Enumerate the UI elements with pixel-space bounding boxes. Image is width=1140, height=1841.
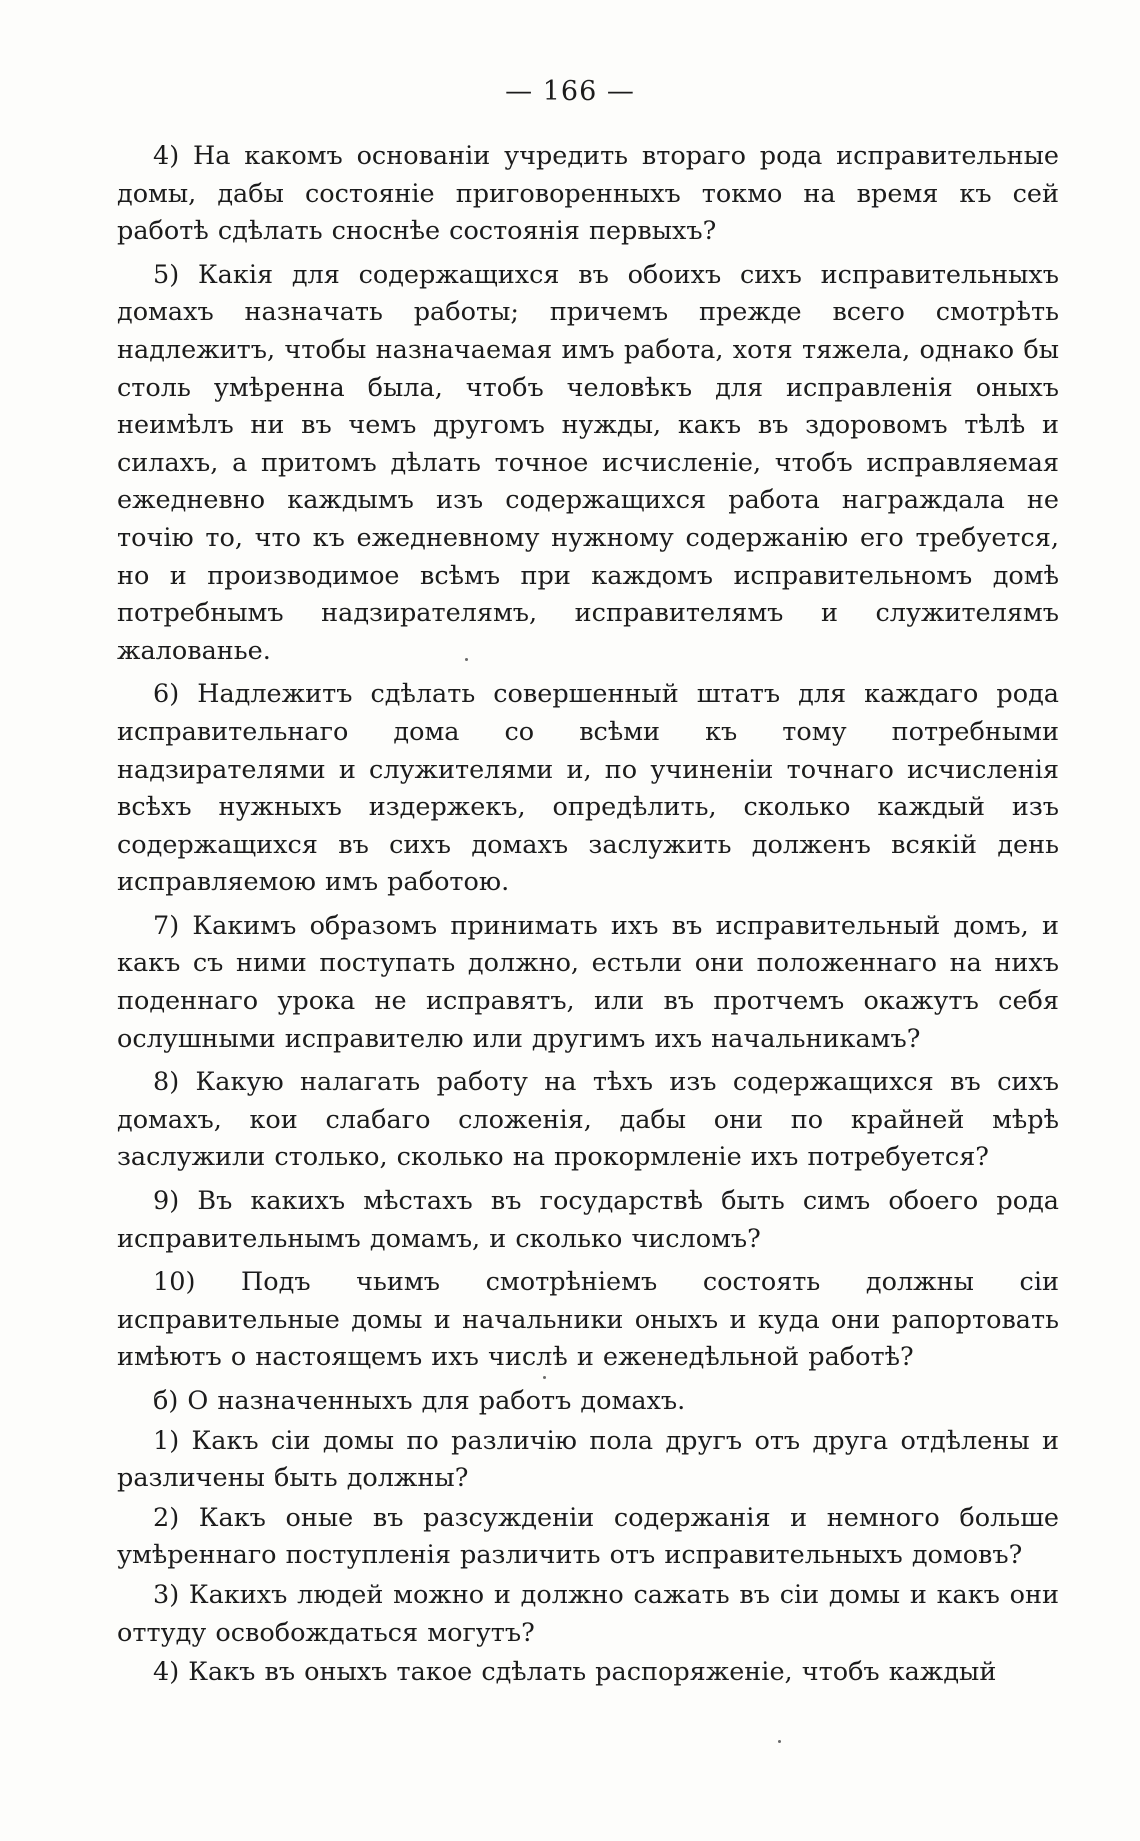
paragraph-item-1-b: 1) Какъ сіи домы по различію пола другъ отъ друга отдѣлены и различены быть должны?: [117, 1425, 1059, 1494]
paragraph-item-4-a: 4) На какомъ основаніи учредить втораго рода исправительные домы, дабы состояніе приговоренныхъ токмо на время къ сей работѣ сдѣлать сноснѣе состоянія первыхъ?: [117, 141, 1059, 247]
paragraph-item-4-b: 4) Какъ въ оныхъ такое сдѣлать распоряженіе, чтобъ каждый: [153, 1657, 997, 1688]
page-number: — 166 —: [505, 76, 635, 107]
paragraph-item-2-b: 2) Какъ оные въ разсужденіи содержанія и немного больше умѣреннаго поступленія различить отъ исправительныхъ домовъ?: [117, 1502, 1059, 1571]
section-heading-b: б) О назначенныхъ для работъ домахъ.: [153, 1386, 686, 1416]
paragraph-item-5-a: 5) Какія для содержащихся въ обоихъ сихъ исправительныхъ домахъ назначать работы; причемъ прежде всего смотрѣть надлежитъ, чтобы назначаемая имъ работа, хотя тяжела, однако бы столь умѣренна была, чтобъ человѣкъ для исправленія оныхъ неимѣлъ ни въ чемъ другомъ нужды, какъ въ здоровомъ тѣлѣ и силахъ, а притомъ дѣлать точное исчисленіе, чтобъ исправляемая ежедневно каждымъ изъ содержащихся работа награждала не точію то, что къ ежедневному нужному содержанію его требуется, но и производимое всѣмъ при каждомъ исправительномъ домѣ потребнымъ надзирателямъ, исправителямъ и служителямъ жалованье.: [117, 259, 1059, 666]
paragraph-item-6-a: 6) Надлежитъ сдѣлать совершенный штатъ для каждаго рода исправительнаго дома со всѣми къ тому потребными надзирателями и служителями и, по учиненіи точнаго исчисленія всѣхъ нужныхъ издержекъ, опредѣлить, сколько каждый изъ содержащихся въ сихъ домахъ заслужить долженъ всякій день исправляемою имъ работою.: [117, 679, 1059, 898]
print-speck: [778, 1740, 781, 1743]
print-speck: [465, 658, 468, 661]
paragraph-item-7-a: 7) Какимъ образомъ принимать ихъ въ исправительный домъ, и какъ съ ними поступать должно, естьли они положеннаго на нихъ поденнаго урока не исправятъ, или въ протчемъ окажутъ себя ослушными исправителю или другимъ ихъ начальникамъ?: [117, 910, 1059, 1054]
body-text: [117, 138, 1059, 1694]
paragraph-item-10-a: 10) Подъ чьимъ смотрѣніемъ состоять должны сіи исправительные домы и начальники оныхъ и куда они рапортовать имѣютъ о настоящемъ ихъ числѣ и еженедѣльной работѣ?: [117, 1267, 1059, 1373]
paragraph-item-9-a: 9) Въ какихъ мѣстахъ въ государствѣ быть симъ обоего рода исправительнымъ домамъ, и сколько числомъ?: [117, 1186, 1059, 1254]
paragraph-item-3-b: 3) Какихъ людей можно и должно сажать въ сіи домы и какъ они оттуду освобождаться могутъ?: [117, 1579, 1059, 1648]
print-speck: [543, 1376, 546, 1379]
paragraph-item-8-a: 8) Какую налагать работу на тѣхъ изъ содержащихся въ сихъ домахъ, кои слабаго сложенія, дабы они по крайней мѣрѣ заслужили столько, сколько на прокормленіе ихъ потребуется?: [117, 1067, 1059, 1173]
